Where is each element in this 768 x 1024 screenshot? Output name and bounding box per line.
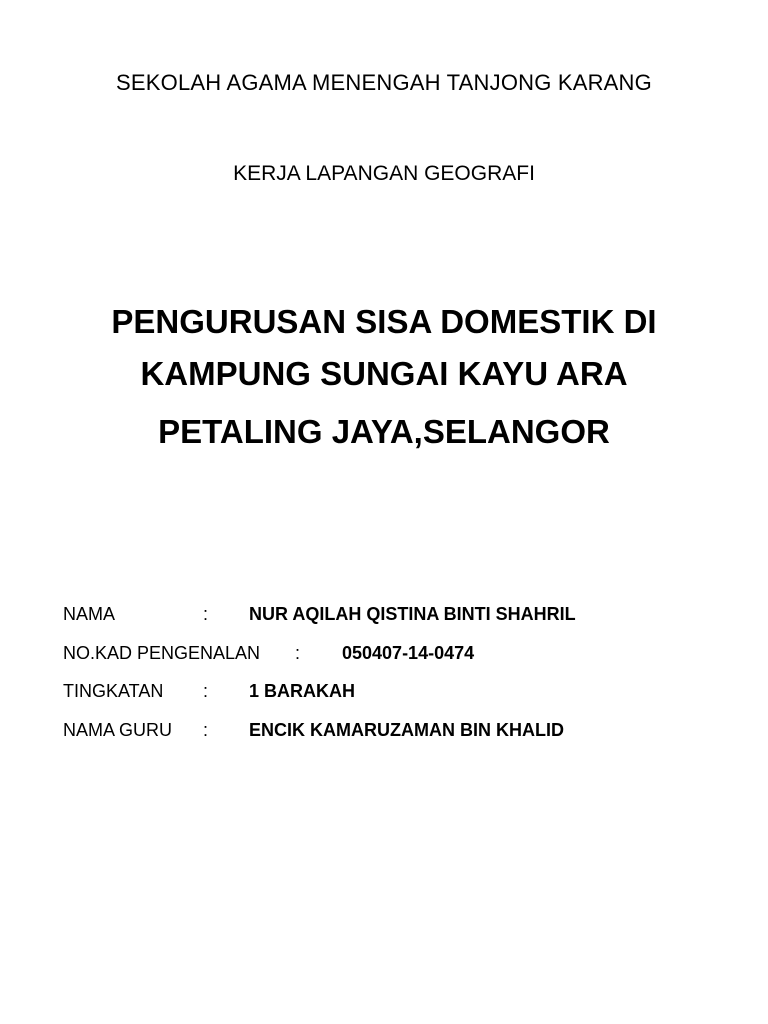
project-title <box>0 296 768 400</box>
info-separator-form: : <box>203 681 209 701</box>
school-name: SEKOLAH AGAMA MENENGAH TANJONG KARANG <box>116 70 652 95</box>
info-value-name: NUR AQILAH QISTINA BINTI SHAHRIL <box>249 604 576 624</box>
info-label-ic: NO.KAD PENGENALAN <box>63 643 261 663</box>
info-label-name: NAMA <box>63 604 116 624</box>
info-value-form: 1 BARAKAH <box>249 681 356 701</box>
project-title-line-1: PENGURUSAN SISA DOMESTIK DI <box>111 303 657 340</box>
info-label-teacher: NAMA GURU <box>63 720 173 740</box>
project-title-line-2: KAMPUNG SUNGAI KAYU ARA <box>140 355 628 392</box>
info-value-ic: 050407-14-0474 <box>342 643 475 663</box>
subject-title: KERJA LAPANGAN GEOGRAFI <box>233 162 535 185</box>
info-value-teacher: ENCIK KAMARUZAMAN BIN KHALID <box>249 720 564 740</box>
info-label-form: TINGKATAN <box>63 681 164 701</box>
info-separator-ic: : <box>295 643 301 663</box>
info-separator-teacher: : <box>203 720 209 740</box>
project-title-line-3: PETALING JAYA,SELANGOR <box>158 413 610 450</box>
info-separator-name: : <box>203 604 209 624</box>
